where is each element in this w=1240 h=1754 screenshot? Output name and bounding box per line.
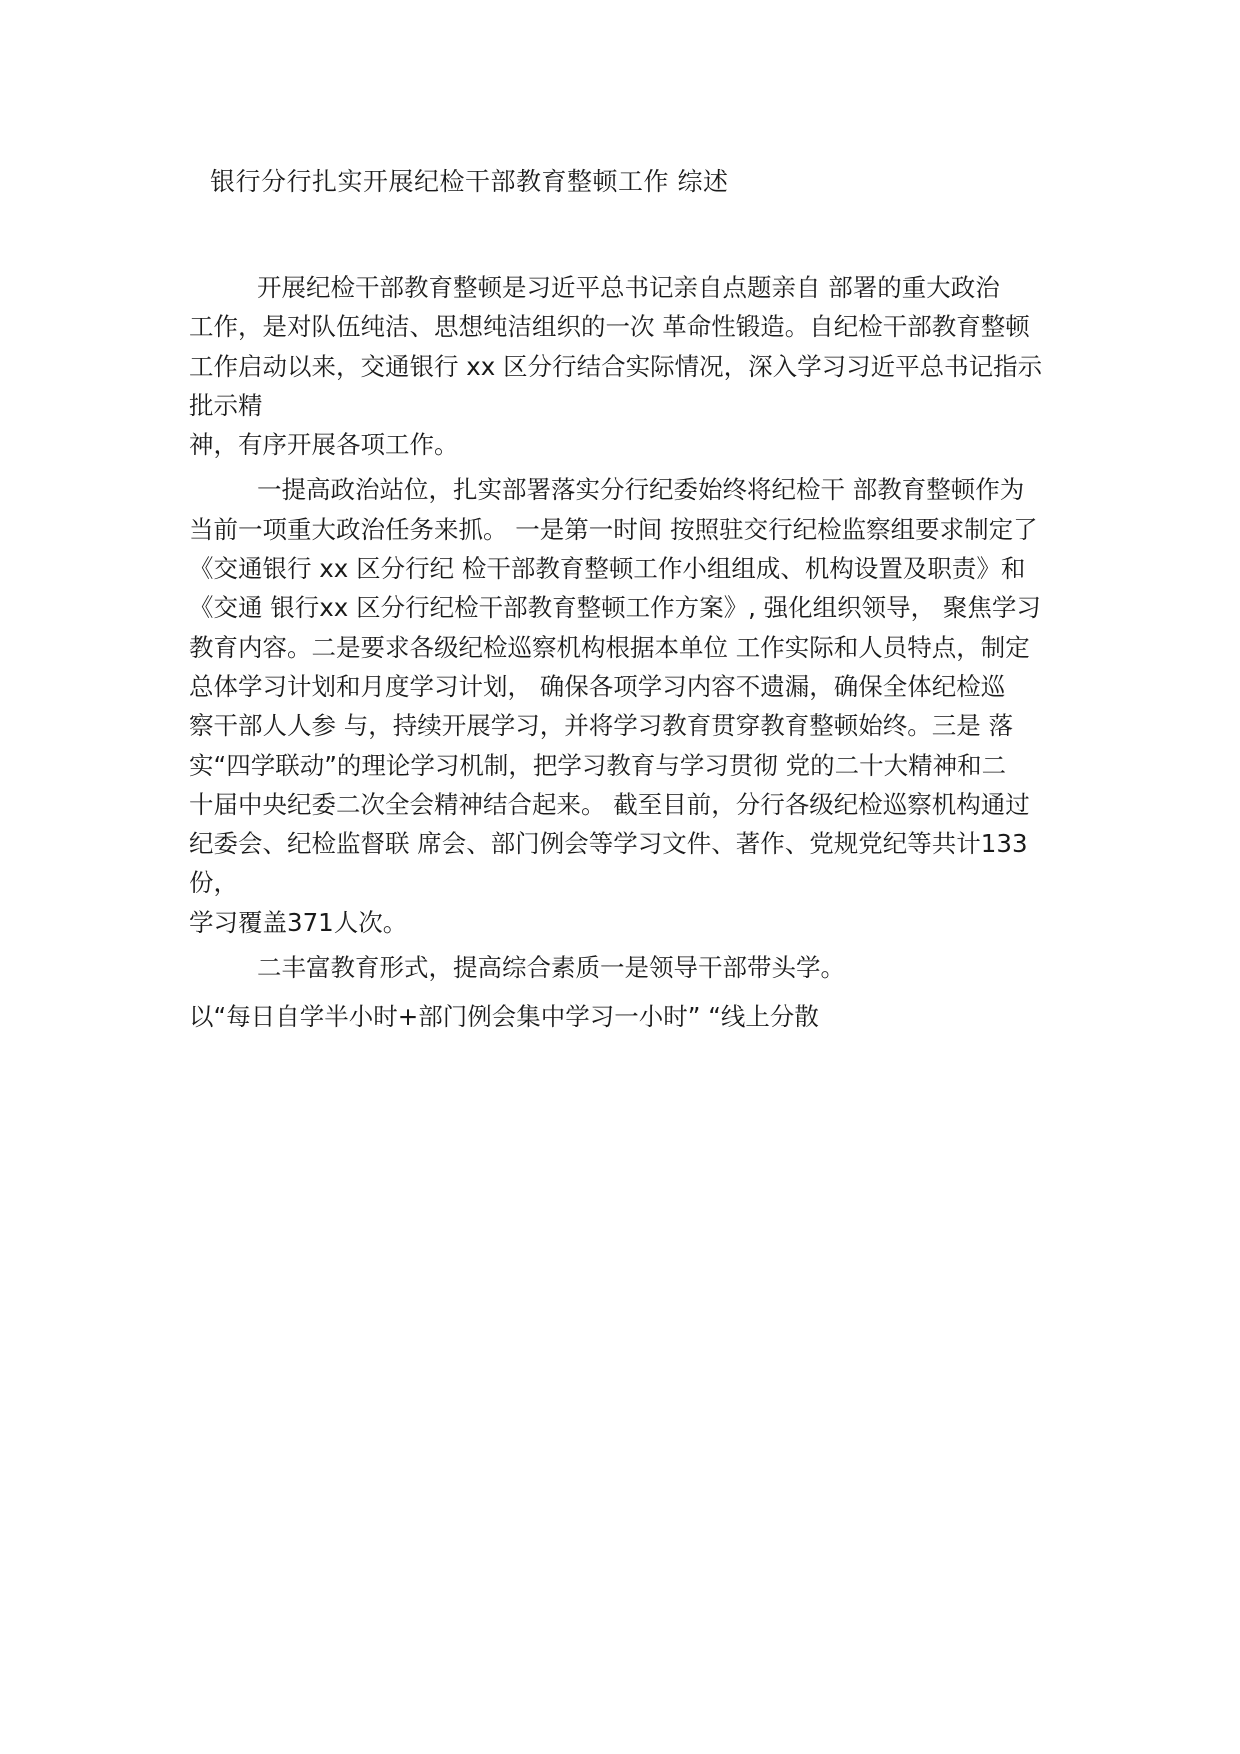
paragraph-line: 以“每日自学半小时+部门例会集中学习一小时” “线上分散 — [189, 1002, 819, 1032]
paragraph-line: 实“四学联动”的理论学习机制，把学习教育与学习贯彻 党的二十大精神和二 — [189, 750, 1007, 780]
paragraph-line: 工作，是对队伍纯洁、思想纯洁组织的一次 革命性锻造。自纪检干部教育整顿 — [189, 312, 1030, 342]
document-title: 银行分行扎实开展纪检干部教育整顿工作 综述 — [210, 167, 729, 196]
paragraph-line: 一提高政治站位，扎实部署落实分行纪委始终将纪检干 部教育整顿作为 — [257, 475, 1025, 505]
paragraph-line: 开展纪检干部教育整顿是习近平总书记亲自点题亲自 部署的重大政治 — [257, 273, 1000, 302]
paragraph-line: 十届中央纪委二次全会精神结合起来。 截至目前，分行各级纪检巡察机构通过 — [189, 789, 1030, 819]
paragraph-line: 纪委会、纪检监督联 席会、部门例会等学习文件、著作、党规党纪等共计133 — [189, 829, 1028, 859]
paragraph-line: 当前一项重大政治任务来抓。 一是第一时间 按照驻交行纪检监察组要求制定了 — [189, 514, 1038, 544]
paragraph-line: 教育内容。二是要求各级纪检巡察机构根据本单位 工作实际和人员特点，制定 — [189, 632, 1030, 662]
paragraph-line: 二丰富教育形式，提高综合素质一是领导干部带头学。 — [257, 953, 845, 983]
paragraph-line: 学习覆盖371人次。 — [189, 907, 408, 937]
paragraph-line: 《交通 银行xx 区分行纪检干部教育整顿工作方案》, 强化组织领导， 聚焦学习 — [189, 593, 1041, 623]
document-body — [189, 268, 1069, 1037]
paragraph-line: 工作启动以来，交通银行 xx 区分行结合实际情况，深入学习习近平总书记指示 — [189, 351, 1043, 381]
paragraph-line: 神，有序开展各项工作。 — [189, 430, 459, 460]
paragraph-line: 份， — [189, 868, 238, 898]
paragraph-line: 总体学习计划和月度学习计划， 确保各项学习内容不遗漏，确保全体纪检巡 — [189, 671, 1006, 701]
paragraph-line: 察干部人人参 与，持续开展学习，并将学习教育贯穿教育整顿始终。三是 落 — [189, 711, 1014, 741]
paragraph-line: 《交通银行 xx 区分行纪 检干部教育整顿工作小组组成、机构设置及职责》和 — [189, 554, 1026, 584]
paragraph-line: 批示精 — [189, 390, 263, 420]
